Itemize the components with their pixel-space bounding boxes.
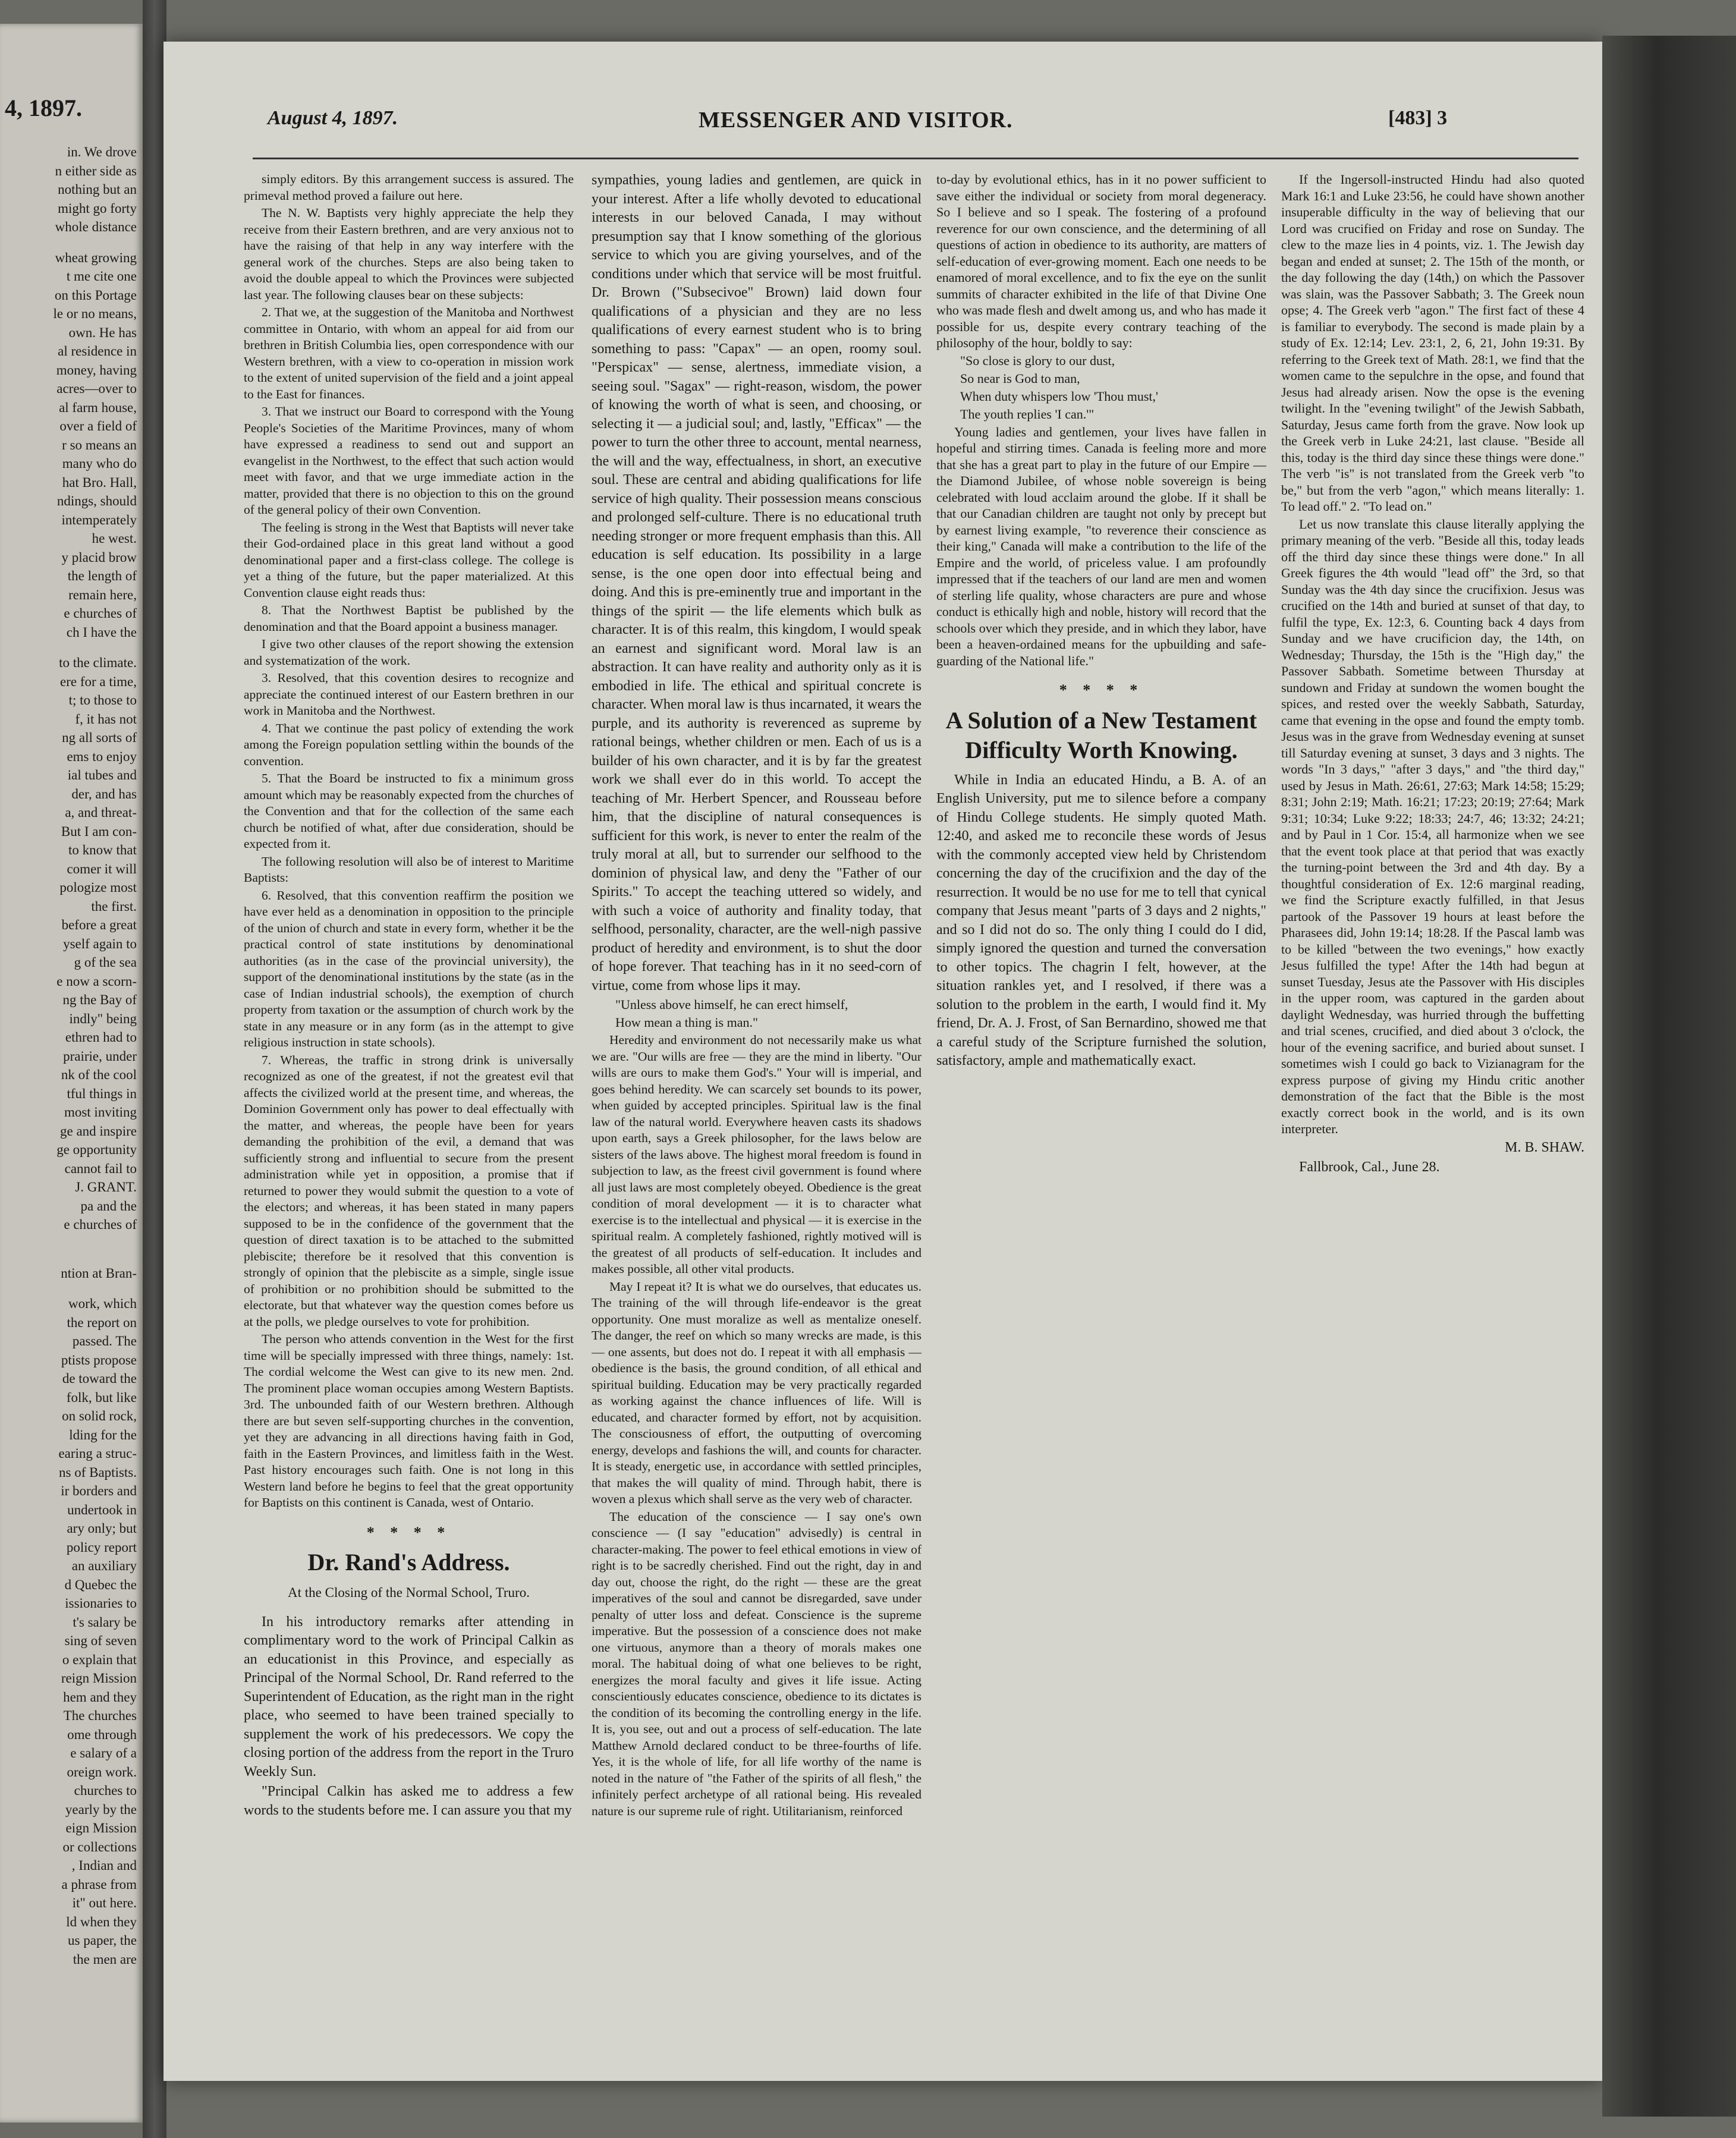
left-page-fragment: remain here,: [68, 587, 137, 602]
header-rule: [253, 158, 1578, 159]
left-page-fragment: yearly by the: [65, 1801, 137, 1817]
verse-line: How mean a thing is man.": [615, 1015, 758, 1030]
left-page-fragment: in. We drove: [67, 144, 137, 159]
left-page-fragment: policy report: [66, 1539, 137, 1555]
left-page-fragment: tful things in: [67, 1086, 137, 1101]
verse-line: "Unless above himself, he can erect himself,: [615, 997, 848, 1012]
paragraph: 7. Whereas, the traffic in strong drink is universally recognized as one of the greatest, if not the greatest evil that affects the civilized world at the present time, and whereas, the Dominion Government only has power to deal effectually with the matter, and whereas, the people have been for years demanding the prohibition of the evil, a demand that was sufficiently strong and influential to secure from the present administration while yet in opposition, a promise that if returned to power they would submit the question to a vote of the electors; and whereas, it has been stated in many papers supposed to be in the confidence of the government that the question of direct taxation is to be attached to the submitted plebiscite; therefore be it resolved that this convention is strongly of opinion that the plebiscite as a simple, single issue of prohibition or no prohibition should be submitted to the electorate, but that whatever way the question comes before us at the polls, we pledge ourselves to vote for prohibition.: [244, 1052, 574, 1329]
left-page-fragment: ntion at Bran-: [61, 1265, 137, 1281]
left-page-fragment: t me cite one: [66, 269, 137, 284]
verse-line: "So close is glory to our dust,: [960, 353, 1115, 368]
left-page-fragment: work, which: [68, 1296, 137, 1311]
left-page-fragment: us paper, the: [68, 1933, 137, 1948]
left-page-fragment: earing a struc-: [58, 1446, 137, 1461]
left-page-fragment: a, and threat-: [65, 805, 137, 820]
left-page-fragment: n either side as: [55, 163, 137, 178]
left-page-fragment: nothing but an: [58, 182, 137, 197]
left-page-fragment: prairie, under: [63, 1048, 137, 1064]
paragraph: 2. That we, at the suggestion of the Manitoba and Northwest committee in Ontario, with whom an appeal for aid from our brethren in British Columbia lies, open correspondence with our Western brethren, with a view to co-operation in mission work to the extent of united supervision of the field and a joint appeal to the East for finances.: [244, 305, 574, 401]
left-page-fragment: der, and has: [71, 786, 137, 801]
left-page-fragment: J. GRANT.: [75, 1180, 137, 1194]
left-page-fragment: reign Mission: [61, 1671, 137, 1686]
column-4: [1281, 171, 1584, 2008]
left-page-fragment: al residence in: [58, 344, 137, 359]
column-1: [244, 171, 574, 2008]
left-page-fragment: to the climate.: [59, 655, 137, 670]
left-page-fragment: he west.: [92, 531, 137, 546]
dateline: Fallbrook, Cal., June 28.: [1299, 1159, 1440, 1175]
page-header: [163, 107, 1602, 149]
book-right-edge: [1602, 36, 1736, 2117]
left-page-fragment: whole distance: [55, 219, 137, 234]
paragraph: 4. That we continue the past policy of extending the work among the Foreign population settling within the bounds of the convention.: [244, 721, 574, 768]
left-page-fragment: g of the sea: [74, 955, 137, 970]
paragraph: The feeling is strong in the West that Baptists will never take their God-ordained place in this great land without a good denominational paper and a first-class college. The college is yet a thing of the future, but the paper materialized. At this Convention clause eight reads thus:: [244, 520, 574, 600]
left-page-fragment: e now a scorn-: [56, 973, 137, 989]
paragraph: "Principal Calkin has asked me to address a few words to the students before me. I can assure you that my: [244, 1784, 574, 1818]
left-page-fragment: hem and they: [63, 1689, 137, 1705]
paragraph: sympathies, young ladies and gentlemen, are quick in your interest. After a life wholly devoted to educational interests in our beloved Canada, I may without presumption say that I know something of the glorious service to which you are giving yourselves, and of the conditions under which that service will be most fruitful. Dr. Brown ("Subsecivoe" Brown) laid down four qualifications of a physician and they are no less qualifications of every earnest student who is to bring something to pass: "Capax" — an open, roomy soul. "Perspicax" — sense, alertness, immediate vision, a seeing soul. "Sagax" — right-reason, wisdom, the power of knowing the worth of what is seen, and choosing, or selecting it — a judicial soul; and, lastly, "Efficax" — the power to turn the other three to account, mental nearness, the will and the way, effectualness, in short, an executive soul. These are central and abiding qualifications for life service of high quality. Their possession means conscious and prolonged self-culture. There is no educational truth needing stronger or more frequent emphasis than this. All education is self education. Its possibility in a large sense, is the one open door into effectual being and doing. And this is pre-eminently true and important in the things of the spirit — the life elements which bulk as character. It is of this realm, this kingdom, I would speak an earnest and significant word. Moral law is an abstraction. It can have reality and authority only as it is embodied in life. The ethical and spiritual concrete is character. When moral law is thus incarnated, it wears the purple, and its authority is reverenced as supreme by rational beings, whether children or men. Each of us is a builder of his own character, and it is by far the greatest work we shall ever do in this world. To accept the teaching of Mr. Herbert Spencer, and Rousseau before him, that the discipline of natural consequences is sufficient for this work, is never to enter the realm of the truly moral at all, but to surrender our selfhood to the dominion of physical law, and deny the "Father of our Spirits." To accept the teaching uttered so widely, and with such a voice of authority and finality today, that selfhood, personality, character, are the well-nigh passive product of heredity and environment, is to shut the door of hope forever. That teaching has in it no seed-corn of virtue, come from whose lips it may.: [592, 172, 922, 993]
left-page-fragment: ld when they: [66, 1914, 137, 1929]
left-page-fragment: churches to: [74, 1783, 137, 1798]
paragraph: to-day by evolutional ethics, has in it no power sufficient to save either the individual or society from moral degeneracy. So I believe and so I speak. The fostering of a profound reverence for our own conscience, and the determining of all questions of action in obedience to its authority, are matters of self-education of ever-growing moment. Each one needs to be enamored of moral excellence, and to fix the eye on the sunlit summits of character exhibited in the life of that Divine One who was made flesh and dwelt among us, and who has made it possible for us, despite every contrary teaching of the philosophy of the hour, boldly to say:: [936, 172, 1266, 350]
left-page-fragment: f, it has not: [75, 711, 137, 727]
signature: M. B. SHAW.: [1505, 1139, 1584, 1155]
left-page-fragment: e salary of a: [70, 1746, 137, 1760]
left-page-fragment: le or no means,: [53, 306, 137, 321]
left-page-fragment: over a field of: [59, 419, 137, 433]
left-page-fragment: folk, but like: [66, 1389, 137, 1405]
paragraph: The following resolution will also be of interest to Maritime Baptists:: [244, 854, 574, 885]
left-page-fragment: the men are: [73, 1951, 137, 1967]
left-page-fragment: ere for a time,: [60, 674, 137, 689]
left-page-fragment: de toward the: [62, 1371, 137, 1386]
left-page-fragment: an auxiliary: [71, 1558, 137, 1573]
left-page-fragment: ems to enjoy: [67, 749, 137, 764]
left-page-fragment: yself again to: [63, 936, 137, 951]
left-page-fragment: The churches: [63, 1708, 137, 1723]
paragraph: The education of the conscience — I say one's own conscience — (I say "education" advisedly) is central in character-making. The power to feel ethical emotions in view of right is to be sacredly cherished. Find out the right, day in and day out, choose the right, do the right — these are the great imperatives of the soul and cannot be disregarded, save under penalty of utter loss and defeat. Conscience is the supreme imperative. But the possession of a conscience does not make one virtuous, anymore than a theory of morals makes one moral. The habitual doing of what one believes to be right, energizes the moral faculty and gives it life issue. Acting conscientiously educates conscience, obedience to its dictates is the condition of its becoming the controlling energy in the life. It is, you see, out and out a process of self-education. The late Matthew Arnold declared conduct to be three-fourths of life. Yes, it is the whole of life, for all life worthy of the name is noted in the nature of "the Father of the spirits of all flesh," the infinitely perfect archetype of all rational being. His revealed nature is our supreme rule of right. Utilitarianism, reinforced: [592, 1509, 922, 1818]
left-page-fragment: ge and inspire: [59, 1123, 137, 1139]
header-date: August 4, 1897.: [268, 107, 398, 129]
left-page-fragment: y placid brow: [61, 549, 137, 565]
left-page-fragment: e churches of: [64, 606, 137, 621]
left-page-fragment: own. He has: [68, 325, 137, 340]
verse-line: So near is God to man,: [960, 370, 1080, 386]
left-page-fragment: might go forty: [58, 200, 137, 216]
left-page-fragment: the first.: [91, 898, 137, 914]
header-title: MESSENGER AND VISITOR.: [699, 108, 1013, 133]
left-page-fragment: ome through: [67, 1727, 137, 1742]
left-page-fragment: issionaries to: [65, 1596, 137, 1611]
left-page-fragment: ndings, should: [56, 493, 137, 508]
left-page-fragment: ethren had to: [65, 1030, 137, 1045]
left-page-fragment: money, having: [56, 362, 137, 378]
left-page-fragment: ial tubes and: [67, 768, 137, 782]
left-page-fragment: o explain that: [62, 1652, 137, 1667]
left-page-fragment: before a great: [61, 917, 137, 932]
left-page-fragment: pologize most: [59, 880, 137, 895]
paragraph: In his introductory remarks after attending in complimentary word to the work of Principal Calkin as an educationist in this Province, and especially as Principal of the Normal School, Dr. Rand referred to the Superintendent of Education, as the right man in the right place, who seemed to have been trained specially to supplement the work of his predecessors. We copy the closing portion of the address from the report in the Truro Weekly Sun.: [244, 1614, 574, 1779]
left-page-fragment: the length of: [67, 568, 137, 583]
paragraph: The person who attends convention in the West for the first time will be specially impressed with three things, namely: 1st. The cordial welcome the West can give to its new men. 2nd. The prominent place woman occupies among Western Baptists. 3rd. The unbounded faith of our Western brethren. Although there are but seven self-supporting churches in the convention, yet they are advancing in all directions having faith in God, faith in the Eastern Provinces, and limitless faith in the West. Past history encourages such faith. One is not long in this Western land before he begins to feel that the great opportunity for Baptists on this continent is Canada, west of Ontario.: [244, 1332, 574, 1510]
paragraph: Heredity and environment do not necessarily make us what we are. "Our wills are free — they are the mind in liberty. "Our wills are ours to make them God's." Your will is imperial, and goes behind heredity. We can scarcely set bounds to its power, when guided by accepted principles. Spiritual law is the final law of the natural world. Everywhere heaven casts its shadows upon earth, says a Greek philosopher, for the laws below are sisters of the laws above. The highest moral freedom is found in subjection to law, as the freest civil government is found where all just laws are most completely obeyed. Obedience is the great condition of moral development — it is to character what exercise is to the intellectual and physical — it is exercise in the spiritual realm. A completely fashioned, rightly motived will is the greatest of all products of self-education. It includes and makes possible, all other vital products.: [592, 1033, 922, 1276]
left-page-fragment: passed. The: [72, 1334, 137, 1348]
left-page-fragment: , Indian and: [71, 1858, 137, 1873]
left-page-strip: [0, 24, 143, 2123]
left-page-fragment: ary only; but: [67, 1521, 137, 1536]
left-page-fragment: r so means an: [62, 437, 137, 452]
left-page-fragment: nk of the cool: [61, 1067, 137, 1082]
left-page-fragment: t; to those to: [68, 693, 137, 708]
header-page-number: [483] 3: [1388, 107, 1448, 129]
left-page-fragment: cannot fail to: [64, 1161, 137, 1176]
paragraph: I give two other clauses of the report showing the extension and systematization of the work.: [244, 637, 574, 668]
paragraph: 3. Resolved, that this covention desires to recognize and appreciate the continued interest of our Eastern brethren in our work in Manitoba and the Northwest.: [244, 671, 574, 718]
left-page-fragment: ns of Baptists.: [59, 1464, 137, 1480]
left-page-fragment: d Quebec the: [64, 1577, 137, 1592]
section-divider: * * * *: [1059, 681, 1144, 699]
left-page-fragment: many who do: [62, 456, 137, 471]
left-page-fragment: or collections: [62, 1839, 137, 1854]
paragraph: Let us now translate this clause literally applying the primary meaning of the verb. "Beside all this, today leads off the third day since these things were done." In all Greek figures the 4th would "lead off" the 3rd, so that Sunday was the 4th day since the crucifixion. Jesus was crucified on the 14th and buried at sunset of that day, to fulfil the type, Ex. 12:3, 6. Counting back 4 days from Sunday and we have crucificion day, the 14th, on Wednesday; Thursday, the 15th is the "High day," the Passover Sabbath. Sometime between Thursday at sundown and Friday at sundown the women bought the spices, and rested over the weekly Sabbath, Saturday, came that evening in the opse and found the empty tomb. Jesus was in the grave from Wednesday evening at sunset till Saturday evening at sunset, 3 days and 3 nights. The words "In 3 days," "after 3 days," and "the third day," used by Jesus in Math. 26:61, 27:63; Mark 14:58; 15:29; 8:31; John 2:19; Math. 16:21; 17:23; 20:19; 27:64; Mark 9:31; 10:34; Luke 9:22; 18:33; 24:7, 46; 13:32; 24:21; and by Paul in 1 Cor. 15:4, all harmonize when we see that the event took place at that period that was exactly the turning-point between the 3rd and 4th day. By a thoughtful consideration of Ex. 12:6 marginal reading, we find the Scripture exactly fulfilled, in that Jesus partook of the Passover 19 hours at least before the Pharasees did, John 19:14; 18:28. If the Pascal lamb was to be killed "between the two evenings," how exactly Jesus fulfilled the type! After the 14th had begun at sunset Tuesday, Jesus ate the Passover with His disciples in the upper room, was captured in the garden about daylight Wednesday, was hurried through the buffetting and trial scenes, crucified, and died about 3 o'clock, the hour of the evening sacrifice, and buried about sunset. I sometimes wish I could go back to Vizianagram for the express purpose of giving my Hindu critic another demonstration of the fact that the Bible is the most exactly correct book in the world, and is its own interpreter.: [1281, 516, 1584, 1136]
left-page-fragment: a phrase from: [61, 1876, 137, 1892]
left-page-fragment: hat Bro. Hall,: [62, 474, 137, 490]
paragraph: 3. That we instruct our Board to correspond with the Young People's Societies of the Maritime Provinces, many of whom have expressed a readiness to send out and support an evangelist in the Northwest, to the effect that such action would meet with favor, and that we urge immediate action in the matter, provided that there is no objection to this on the ground of the general policy of their own Convention.: [244, 404, 574, 517]
section-divider: * * * *: [366, 1523, 451, 1541]
left-page-fragment: the report on: [67, 1315, 137, 1330]
paragraph: If the Ingersoll-instructed Hindu had also quoted Mark 16:1 and Luke 23:56, he could have shown another insuperable difficulty in the way of believing that our Lord was crucified on Friday and rose on Sunday. The clew to the maze lies in 4 points, viz. 1. The Jewish day began and ended at sunset; 2. The 15th of the month, or the day following the day (14th,) on which the Passover was slain, was the Passover Sabbath; 3. The Greek noun opse; 4. The Greek verb "agon." The first fact of these 4 is familiar to everybody. The second is made plain by a study of Ex. 12:14; Lev. 23:1, 2, 6, 21, John 19:31. By referring to the Greek text of Math. 28:1, we find that the women came to the sepulchre in the opse, and found that Jesus had already arisen. Now the opse is the evening twilight. In the "evening twilight" of the Jewish Sabbath, Saturday, Jesus came forth from the grave. Now look up the Greek verb in Luke 24:21, last clause. "Beside all this, today is the third day since these things were done." The verb "is" is not translated from the Greek verb "to be," but from the verb "agon," which means literally: 1. To lead off." 2. "To lead on.": [1281, 172, 1584, 514]
left-page-fragment: on solid rock,: [62, 1408, 137, 1423]
verse-line: The youth replies 'I can.'": [960, 406, 1095, 422]
left-page-fragment: al farm house,: [59, 400, 137, 415]
paragraph: 6. Resolved, that this convention reaffirm the position we have ever held as a denomination in opposition to the principle of the union of church and state in every form, whether it be the practical control of state institutions by denominational authorities (as in the case of the provincial university), the support of the denominational institutions by the state (as in the case of Indian industrial schools), the exemption of church property from taxation or the assumption of church work by the state in any measure or in any form (as in the attempt to give religious instruction in state schools).: [244, 888, 574, 1049]
left-page-fragment: eign Mission: [65, 1821, 137, 1835]
column-2: [592, 171, 922, 2008]
left-page-fragment: ir borders and: [61, 1483, 137, 1498]
left-page-fragment: most inviting: [64, 1105, 137, 1120]
left-page-fragment: it" out here.: [72, 1895, 137, 1910]
article-title-solution: A Solution of a New Testament Difficulty Worth Knowing.: [945, 706, 1257, 763]
left-page-fragment: lding for the: [69, 1427, 137, 1442]
left-page-fragment: comer it will: [67, 861, 137, 876]
paragraph: Young ladies and gentlemen, your lives have fallen in hopeful and stirring times. Canada is feeling more and more that she has a great part to play in the future of our Empire — the Diamond Jubilee, of whose noble sovereign is being celebrated with loud acclaim around the globe. If it shall be that our Canadian children are taught not only by precept but by earnest living example, "to reverence their conscience as their king," Canada will make a contribution to the life of the Empire and the world, of priceless value. I am profoundly impressed that if the teachers of our land are men and women of sterling life quality, whose characters are pure and whose conduct is ethically high and noble, history will record that the schools over which they preside, and in which they labor, have been a heaven-ordained means for the upbuilding and safe-guarding of the National life.": [936, 424, 1266, 668]
verse-line: When duty whispers low 'Thou must,': [960, 388, 1159, 404]
article-title-rand: Dr. Rand's Address.: [307, 1549, 510, 1576]
paragraph: 8. That the Northwest Baptist be published by the denomination and that the Board appoint a business manager.: [244, 603, 574, 634]
left-page-fragment: But I am con-: [61, 823, 137, 839]
left-page-fragment: on this Portage: [55, 287, 137, 303]
paragraph: The N. W. Baptists very highly appreciate the help they receive from their Eastern brethren, and are very anxious not to have the raising of that help in any way interfere with the general work of the churches. Steps are also being taken to avoid the double appeal to which the Provinces were subjected last year. The following clauses bear on these subjects:: [244, 206, 574, 302]
paragraph: While in India an educated Hindu, a B. A. of an English University, put me to silence before a company of Hindu College students. He simply quoted Math. 12:40, and asked me to reconcile these words of Jesus with the commonly accepted view held by Christendom concerning the day of the crucifixion and the day of the resurrection. It would be no use for me to tell that cynical company that Jesus meant "parts of 3 days and 2 nights," and so I did not do so. The only thing I could do I did, simply ignored the question and turned the conversation to other topics. The chagrin I felt, however, at the situation rankles yet, and I resolved, if there was a solution to the problem in the earth, I would find it. My friend, Dr. A. J. Frost, of San Bernardino, showed me that a careful study of the Scripture furnished the solution, satisfactory, ample and mathematically exact.: [936, 772, 1266, 1068]
left-page-fragment: ptists propose: [61, 1352, 137, 1367]
left-page-fragment: ng all sorts of: [62, 730, 137, 745]
left-page-fragment: acres—over to: [56, 381, 137, 396]
paragraph: May I repeat it? It is what we do ourselves, that educates us. The training of the will through life-endeavor is the great opportunity. One must moralize as well as mentalize oneself. The danger, the reef on which so many wrecks are made, is this — one assents, but does not do. I repeat it with all emphasis — obedience is the basis, the ground condition, of all ethical and spiritual building. Education may be very practically regarded as working against the chance influences of life. Will is educated, and character formed by effort, not by acquisition. The consciousness of effort, the outputting of overcoming energy, develops and fashions the will, and counts for character. It is steady, energetic use, in accordance with settled principles, that makes the will quality of mind. Through habit, there is woven a plexus which shall serve as the very web of character.: [592, 1279, 922, 1506]
newspaper-page: [163, 42, 1602, 2081]
left-page-fragment: indly" being: [69, 1011, 137, 1026]
left-page-fragment: ge opportunity: [56, 1142, 137, 1157]
left-page-fragment: intemperately: [61, 512, 137, 527]
left-page-fragment: undertook in: [67, 1502, 137, 1517]
left-page-fragment: ch I have the: [66, 624, 137, 640]
paragraph: 5. That the Board be instructed to fix a minimum gross amount which may be reasonably expected from the churches of the Convention and that for the collection of the same each church be notified of what, after due consideration, should be expected from it.: [244, 771, 574, 851]
left-page-fragment: oreign work.: [67, 1764, 137, 1779]
left-page-fragment: e churches of: [64, 1217, 137, 1232]
column-3: [936, 171, 1266, 2008]
article-subtitle-rand: At the Closing of the Normal School, Truro.: [288, 1585, 530, 1600]
left-page-fragment: pa and the: [80, 1198, 137, 1213]
left-page-fragment: ng the Bay of: [62, 992, 137, 1007]
left-page-fragment: wheat growing: [55, 250, 137, 265]
left-page-fragment: t's salary be: [73, 1614, 137, 1630]
left-page-fragment: sing of seven: [64, 1633, 137, 1648]
left-page-fragment: to know that: [68, 842, 137, 857]
left-page-header: 4, 1897.: [5, 95, 82, 121]
paragraph: simply editors. By this arrangement success is assured. The primeval method proved a failure out here.: [244, 172, 574, 203]
book-gutter: [143, 0, 166, 2138]
